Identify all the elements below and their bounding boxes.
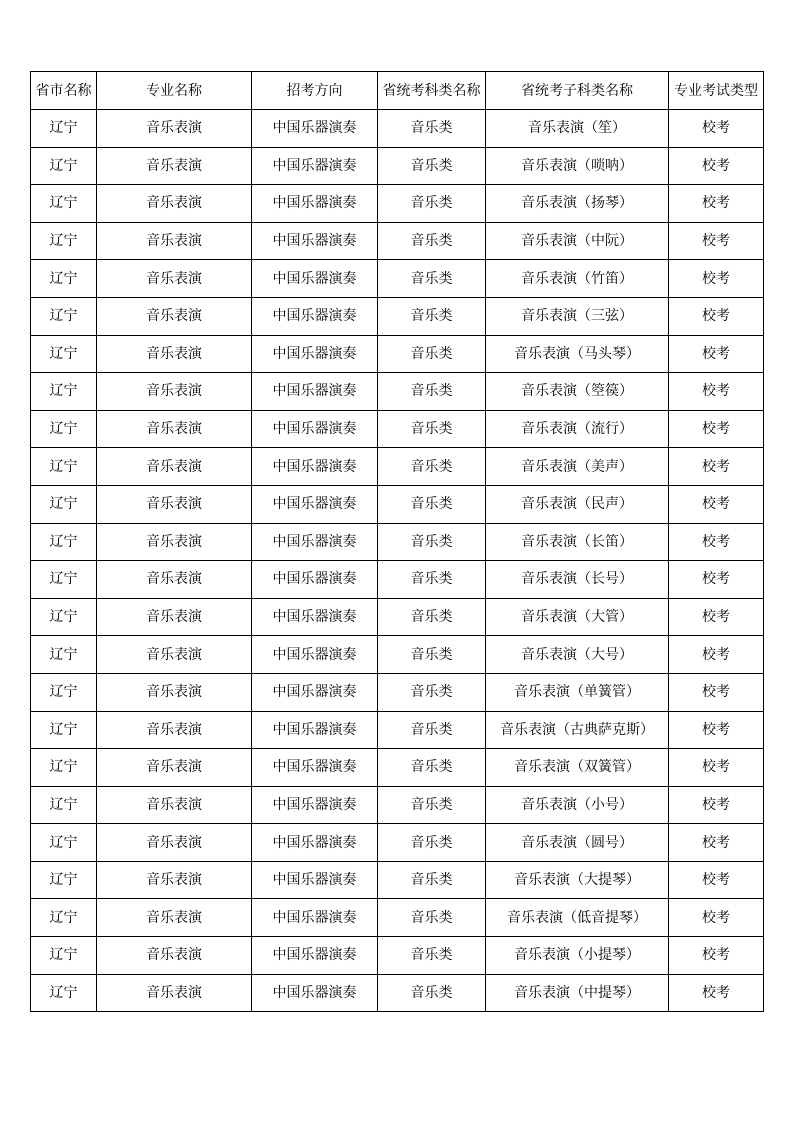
cell-exam-category: 音乐类 <box>378 147 486 185</box>
table-row <box>31 448 764 486</box>
cell-exam-type: 校考 <box>669 410 764 448</box>
cell-exam-type: 校考 <box>669 636 764 674</box>
cell-province: 辽宁 <box>31 410 97 448</box>
table-row <box>31 185 764 223</box>
cell-direction: 中国乐器演奏 <box>252 260 378 298</box>
cell-province: 辽宁 <box>31 598 97 636</box>
cell-province: 辽宁 <box>31 899 97 937</box>
cell-exam-category: 音乐类 <box>378 410 486 448</box>
cell-major: 音乐表演 <box>97 448 252 486</box>
cell-exam-type: 校考 <box>669 485 764 523</box>
cell-province: 辽宁 <box>31 297 97 335</box>
cell-exam-category: 音乐类 <box>378 636 486 674</box>
cell-direction: 中国乐器演奏 <box>252 523 378 561</box>
cell-exam-type: 校考 <box>669 147 764 185</box>
cell-exam-subcategory: 音乐表演（美声） <box>486 448 669 486</box>
cell-direction: 中国乐器演奏 <box>252 937 378 975</box>
cell-exam-subcategory: 音乐表演（中阮） <box>486 222 669 260</box>
cell-exam-type: 校考 <box>669 974 764 1012</box>
cell-exam-type: 校考 <box>669 673 764 711</box>
cell-direction: 中国乐器演奏 <box>252 222 378 260</box>
cell-exam-type: 校考 <box>669 260 764 298</box>
cell-exam-subcategory: 音乐表演（低音提琴） <box>486 899 669 937</box>
cell-exam-category: 音乐类 <box>378 260 486 298</box>
cell-province: 辽宁 <box>31 636 97 674</box>
table-row <box>31 335 764 373</box>
table-row <box>31 711 764 749</box>
cell-exam-subcategory: 音乐表演（三弦） <box>486 297 669 335</box>
cell-major: 音乐表演 <box>97 110 252 148</box>
table-row <box>31 861 764 899</box>
cell-exam-category: 音乐类 <box>378 373 486 411</box>
cell-exam-type: 校考 <box>669 110 764 148</box>
cell-province: 辽宁 <box>31 523 97 561</box>
cell-major: 音乐表演 <box>97 824 252 862</box>
cell-major: 音乐表演 <box>97 147 252 185</box>
cell-exam-type: 校考 <box>669 373 764 411</box>
cell-exam-category: 音乐类 <box>378 861 486 899</box>
cell-exam-category: 音乐类 <box>378 485 486 523</box>
cell-exam-category: 音乐类 <box>378 974 486 1012</box>
cell-exam-type: 校考 <box>669 222 764 260</box>
cell-exam-type: 校考 <box>669 749 764 787</box>
cell-direction: 中国乐器演奏 <box>252 711 378 749</box>
cell-province: 辽宁 <box>31 786 97 824</box>
cell-exam-subcategory: 音乐表演（流行） <box>486 410 669 448</box>
cell-exam-category: 音乐类 <box>378 899 486 937</box>
table-row <box>31 937 764 975</box>
cell-exam-category: 音乐类 <box>378 185 486 223</box>
cell-direction: 中国乐器演奏 <box>252 598 378 636</box>
cell-direction: 中国乐器演奏 <box>252 485 378 523</box>
table-row <box>31 974 764 1012</box>
cell-exam-subcategory: 音乐表演（竹笛） <box>486 260 669 298</box>
cell-exam-subcategory: 音乐表演（扬琴） <box>486 185 669 223</box>
cell-major: 音乐表演 <box>97 636 252 674</box>
cell-direction: 中国乐器演奏 <box>252 110 378 148</box>
cell-province: 辽宁 <box>31 147 97 185</box>
cell-exam-subcategory: 音乐表演（大提琴） <box>486 861 669 899</box>
cell-major: 音乐表演 <box>97 711 252 749</box>
cell-direction: 中国乐器演奏 <box>252 824 378 862</box>
cell-major: 音乐表演 <box>97 899 252 937</box>
cell-exam-subcategory: 音乐表演（圆号） <box>486 824 669 862</box>
cell-exam-subcategory: 音乐表演（长号） <box>486 561 669 599</box>
cell-direction: 中国乐器演奏 <box>252 147 378 185</box>
cell-major: 音乐表演 <box>97 185 252 223</box>
cell-exam-subcategory: 音乐表演（中提琴） <box>486 974 669 1012</box>
cell-exam-type: 校考 <box>669 561 764 599</box>
cell-direction: 中国乐器演奏 <box>252 335 378 373</box>
cell-direction: 中国乐器演奏 <box>252 974 378 1012</box>
cell-major: 音乐表演 <box>97 260 252 298</box>
cell-direction: 中国乐器演奏 <box>252 448 378 486</box>
cell-exam-category: 音乐类 <box>378 598 486 636</box>
table-row <box>31 636 764 674</box>
cell-exam-subcategory: 音乐表演（大管） <box>486 598 669 636</box>
cell-major: 音乐表演 <box>97 523 252 561</box>
cell-direction: 中国乐器演奏 <box>252 410 378 448</box>
table-row <box>31 297 764 335</box>
cell-exam-subcategory: 音乐表演（笙） <box>486 110 669 148</box>
cell-major: 音乐表演 <box>97 786 252 824</box>
cell-direction: 中国乐器演奏 <box>252 673 378 711</box>
table-row <box>31 561 764 599</box>
table-row <box>31 899 764 937</box>
cell-major: 音乐表演 <box>97 749 252 787</box>
cell-exam-category: 音乐类 <box>378 222 486 260</box>
table-body <box>31 110 764 1012</box>
admissions-table <box>30 71 764 1012</box>
cell-exam-type: 校考 <box>669 297 764 335</box>
table-row <box>31 598 764 636</box>
cell-major: 音乐表演 <box>97 673 252 711</box>
cell-exam-category: 音乐类 <box>378 110 486 148</box>
cell-province: 辽宁 <box>31 711 97 749</box>
cell-major: 音乐表演 <box>97 297 252 335</box>
cell-direction: 中国乐器演奏 <box>252 561 378 599</box>
cell-exam-category: 音乐类 <box>378 937 486 975</box>
header-direction: 招考方向 <box>252 72 378 110</box>
cell-exam-category: 音乐类 <box>378 523 486 561</box>
cell-direction: 中国乐器演奏 <box>252 373 378 411</box>
cell-exam-type: 校考 <box>669 523 764 561</box>
cell-province: 辽宁 <box>31 222 97 260</box>
cell-exam-category: 音乐类 <box>378 824 486 862</box>
table-row <box>31 410 764 448</box>
cell-exam-category: 音乐类 <box>378 448 486 486</box>
cell-exam-subcategory: 音乐表演（箜篌） <box>486 373 669 411</box>
cell-exam-category: 音乐类 <box>378 561 486 599</box>
header-province: 省市名称 <box>31 72 97 110</box>
cell-province: 辽宁 <box>31 824 97 862</box>
header-row <box>31 72 764 110</box>
cell-exam-type: 校考 <box>669 937 764 975</box>
cell-exam-category: 音乐类 <box>378 297 486 335</box>
table-row <box>31 786 764 824</box>
table-row <box>31 749 764 787</box>
cell-exam-type: 校考 <box>669 711 764 749</box>
cell-exam-subcategory: 音乐表演（古典萨克斯） <box>486 711 669 749</box>
cell-province: 辽宁 <box>31 673 97 711</box>
cell-major: 音乐表演 <box>97 561 252 599</box>
cell-major: 音乐表演 <box>97 598 252 636</box>
cell-exam-type: 校考 <box>669 861 764 899</box>
cell-province: 辽宁 <box>31 485 97 523</box>
cell-major: 音乐表演 <box>97 373 252 411</box>
cell-exam-subcategory: 音乐表演（民声） <box>486 485 669 523</box>
cell-exam-subcategory: 音乐表演（长笛） <box>486 523 669 561</box>
cell-exam-subcategory: 音乐表演（唢呐） <box>486 147 669 185</box>
cell-province: 辽宁 <box>31 110 97 148</box>
table-row <box>31 373 764 411</box>
cell-direction: 中国乐器演奏 <box>252 297 378 335</box>
cell-exam-subcategory: 音乐表演（大号） <box>486 636 669 674</box>
cell-exam-type: 校考 <box>669 598 764 636</box>
table-row <box>31 485 764 523</box>
cell-direction: 中国乐器演奏 <box>252 749 378 787</box>
cell-exam-type: 校考 <box>669 824 764 862</box>
cell-exam-category: 音乐类 <box>378 786 486 824</box>
cell-major: 音乐表演 <box>97 410 252 448</box>
cell-exam-type: 校考 <box>669 185 764 223</box>
cell-province: 辽宁 <box>31 561 97 599</box>
cell-province: 辽宁 <box>31 861 97 899</box>
table-header <box>31 72 764 110</box>
cell-exam-subcategory: 音乐表演（单簧管） <box>486 673 669 711</box>
table-row <box>31 260 764 298</box>
cell-direction: 中国乐器演奏 <box>252 861 378 899</box>
cell-major: 音乐表演 <box>97 974 252 1012</box>
table-row <box>31 824 764 862</box>
cell-province: 辽宁 <box>31 185 97 223</box>
cell-province: 辽宁 <box>31 448 97 486</box>
cell-major: 音乐表演 <box>97 937 252 975</box>
header-exam-subcategory: 省统考子科类名称 <box>486 72 669 110</box>
cell-major: 音乐表演 <box>97 485 252 523</box>
cell-major: 音乐表演 <box>97 861 252 899</box>
header-exam-type: 专业考试类型 <box>669 72 764 110</box>
header-major: 专业名称 <box>97 72 252 110</box>
cell-direction: 中国乐器演奏 <box>252 636 378 674</box>
cell-province: 辽宁 <box>31 749 97 787</box>
table-row <box>31 222 764 260</box>
table-row <box>31 110 764 148</box>
cell-province: 辽宁 <box>31 260 97 298</box>
cell-direction: 中国乐器演奏 <box>252 185 378 223</box>
table-row <box>31 673 764 711</box>
cell-major: 音乐表演 <box>97 335 252 373</box>
cell-exam-type: 校考 <box>669 899 764 937</box>
table-row <box>31 147 764 185</box>
cell-exam-category: 音乐类 <box>378 673 486 711</box>
cell-exam-type: 校考 <box>669 786 764 824</box>
cell-exam-type: 校考 <box>669 448 764 486</box>
header-exam-category: 省统考科类名称 <box>378 72 486 110</box>
cell-province: 辽宁 <box>31 974 97 1012</box>
cell-province: 辽宁 <box>31 937 97 975</box>
cell-major: 音乐表演 <box>97 222 252 260</box>
cell-exam-category: 音乐类 <box>378 711 486 749</box>
cell-exam-subcategory: 音乐表演（小号） <box>486 786 669 824</box>
cell-exam-category: 音乐类 <box>378 335 486 373</box>
cell-exam-category: 音乐类 <box>378 749 486 787</box>
cell-exam-subcategory: 音乐表演（小提琴） <box>486 937 669 975</box>
cell-exam-subcategory: 音乐表演（双簧管） <box>486 749 669 787</box>
cell-province: 辽宁 <box>31 335 97 373</box>
cell-exam-subcategory: 音乐表演（马头琴） <box>486 335 669 373</box>
table-row <box>31 523 764 561</box>
cell-direction: 中国乐器演奏 <box>252 899 378 937</box>
cell-exam-type: 校考 <box>669 335 764 373</box>
cell-province: 辽宁 <box>31 373 97 411</box>
cell-direction: 中国乐器演奏 <box>252 786 378 824</box>
